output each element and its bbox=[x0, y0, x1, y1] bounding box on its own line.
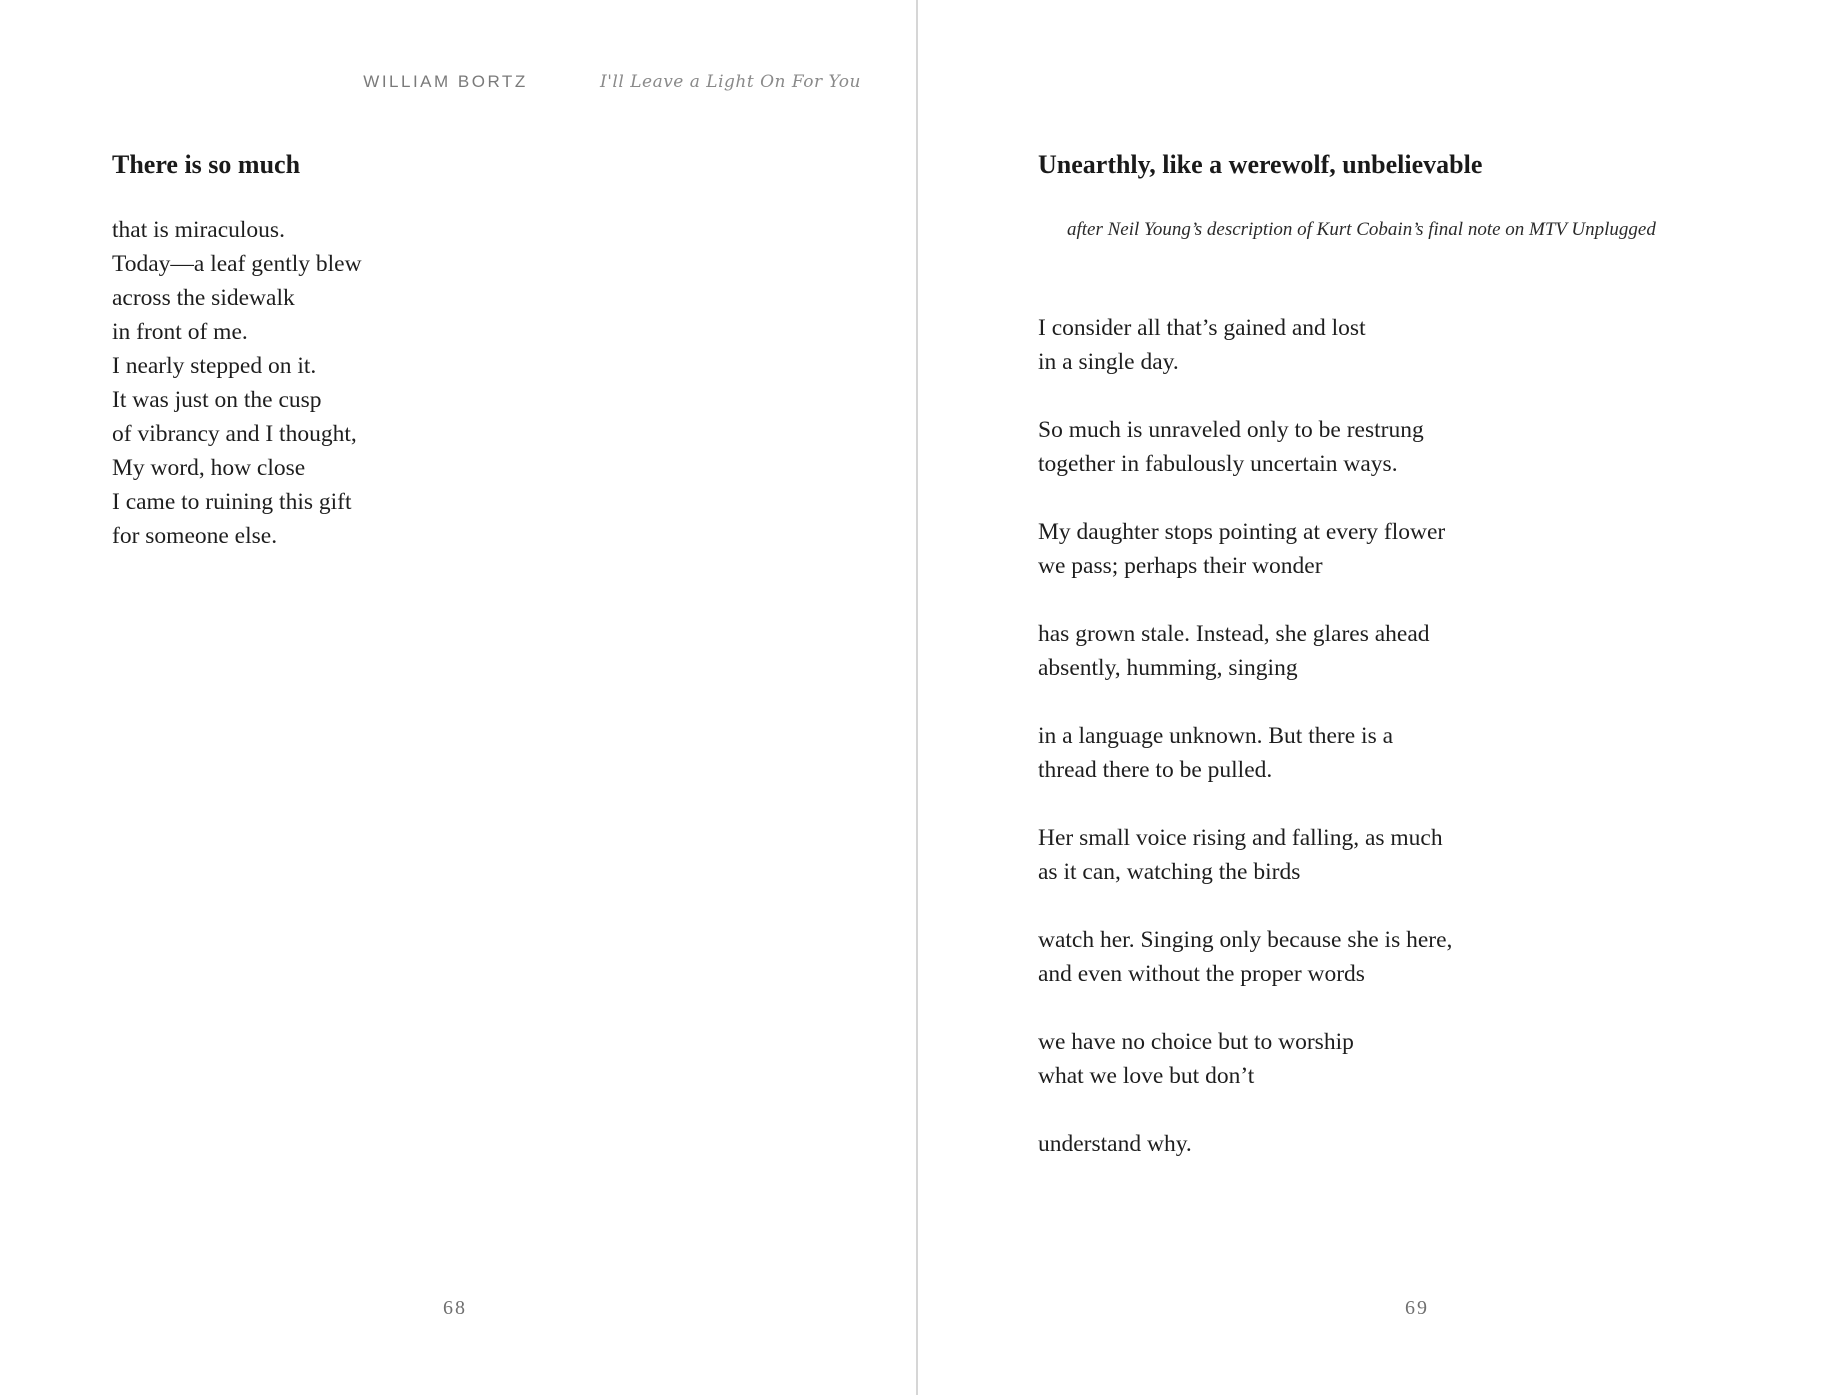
page-number: 69 bbox=[1405, 1297, 1429, 1319]
verse-line: understand why. bbox=[1038, 1131, 1192, 1157]
verse-line: It was just on the cusp bbox=[112, 387, 322, 413]
poem-title: There is so much bbox=[112, 150, 301, 179]
running-head-author: WILLIAM BORTZ bbox=[363, 72, 528, 91]
verse-line: for someone else. bbox=[112, 523, 278, 549]
verse-line: thread there to be pulled. bbox=[1038, 757, 1273, 783]
verse-line: that is miraculous. bbox=[112, 217, 285, 243]
verse-line: I nearly stepped on it. bbox=[112, 353, 317, 379]
verse-line: across the sidewalk bbox=[112, 285, 295, 311]
verse-line: My word, how close bbox=[112, 455, 306, 481]
verse-line: So much is unraveled only to be restrung bbox=[1038, 417, 1424, 443]
verse-line: absently, humming, singing bbox=[1038, 655, 1298, 681]
verse-line: watch her. Singing only because she is here, bbox=[1038, 927, 1453, 953]
verse-line: as it can, watching the birds bbox=[1038, 859, 1301, 885]
verse-line: in a language unknown. But there is a bbox=[1038, 723, 1394, 749]
verse-line: has grown stale. Instead, she glares ahead bbox=[1038, 621, 1430, 647]
verse-line: together in fabulously uncertain ways. bbox=[1038, 451, 1398, 477]
verse-line: we pass; perhaps their wonder bbox=[1038, 553, 1323, 579]
verse-line: we have no choice but to worship bbox=[1038, 1029, 1354, 1055]
verse-line: I consider all that’s gained and lost bbox=[1038, 315, 1366, 341]
verse-line: Her small voice rising and falling, as much bbox=[1038, 825, 1443, 851]
spine-divider bbox=[916, 0, 918, 1395]
verse-line: Today—a leaf gently blew bbox=[112, 251, 362, 277]
page-number: 68 bbox=[443, 1297, 467, 1319]
right-page bbox=[600, 0, 1832, 1395]
verse-line: what we love but don’t bbox=[1038, 1063, 1255, 1089]
verse-line: in a single day. bbox=[1038, 349, 1179, 375]
verse-line: in front of me. bbox=[112, 319, 248, 345]
running-head-book-title: I'll Leave a Light On For You bbox=[600, 72, 861, 92]
verse-line: My daughter stops pointing at every flower bbox=[1038, 519, 1446, 545]
poem-title: Unearthly, like a werewolf, unbelievable bbox=[1038, 150, 1483, 179]
epigraph: after Neil Young’s description of Kurt Cobain’s final note on MTV Unplugged bbox=[1067, 219, 1656, 240]
verse-line: of vibrancy and I thought, bbox=[112, 421, 357, 447]
verse-line: and even without the proper words bbox=[1038, 961, 1365, 987]
verse-line: I came to ruining this gift bbox=[112, 489, 352, 515]
